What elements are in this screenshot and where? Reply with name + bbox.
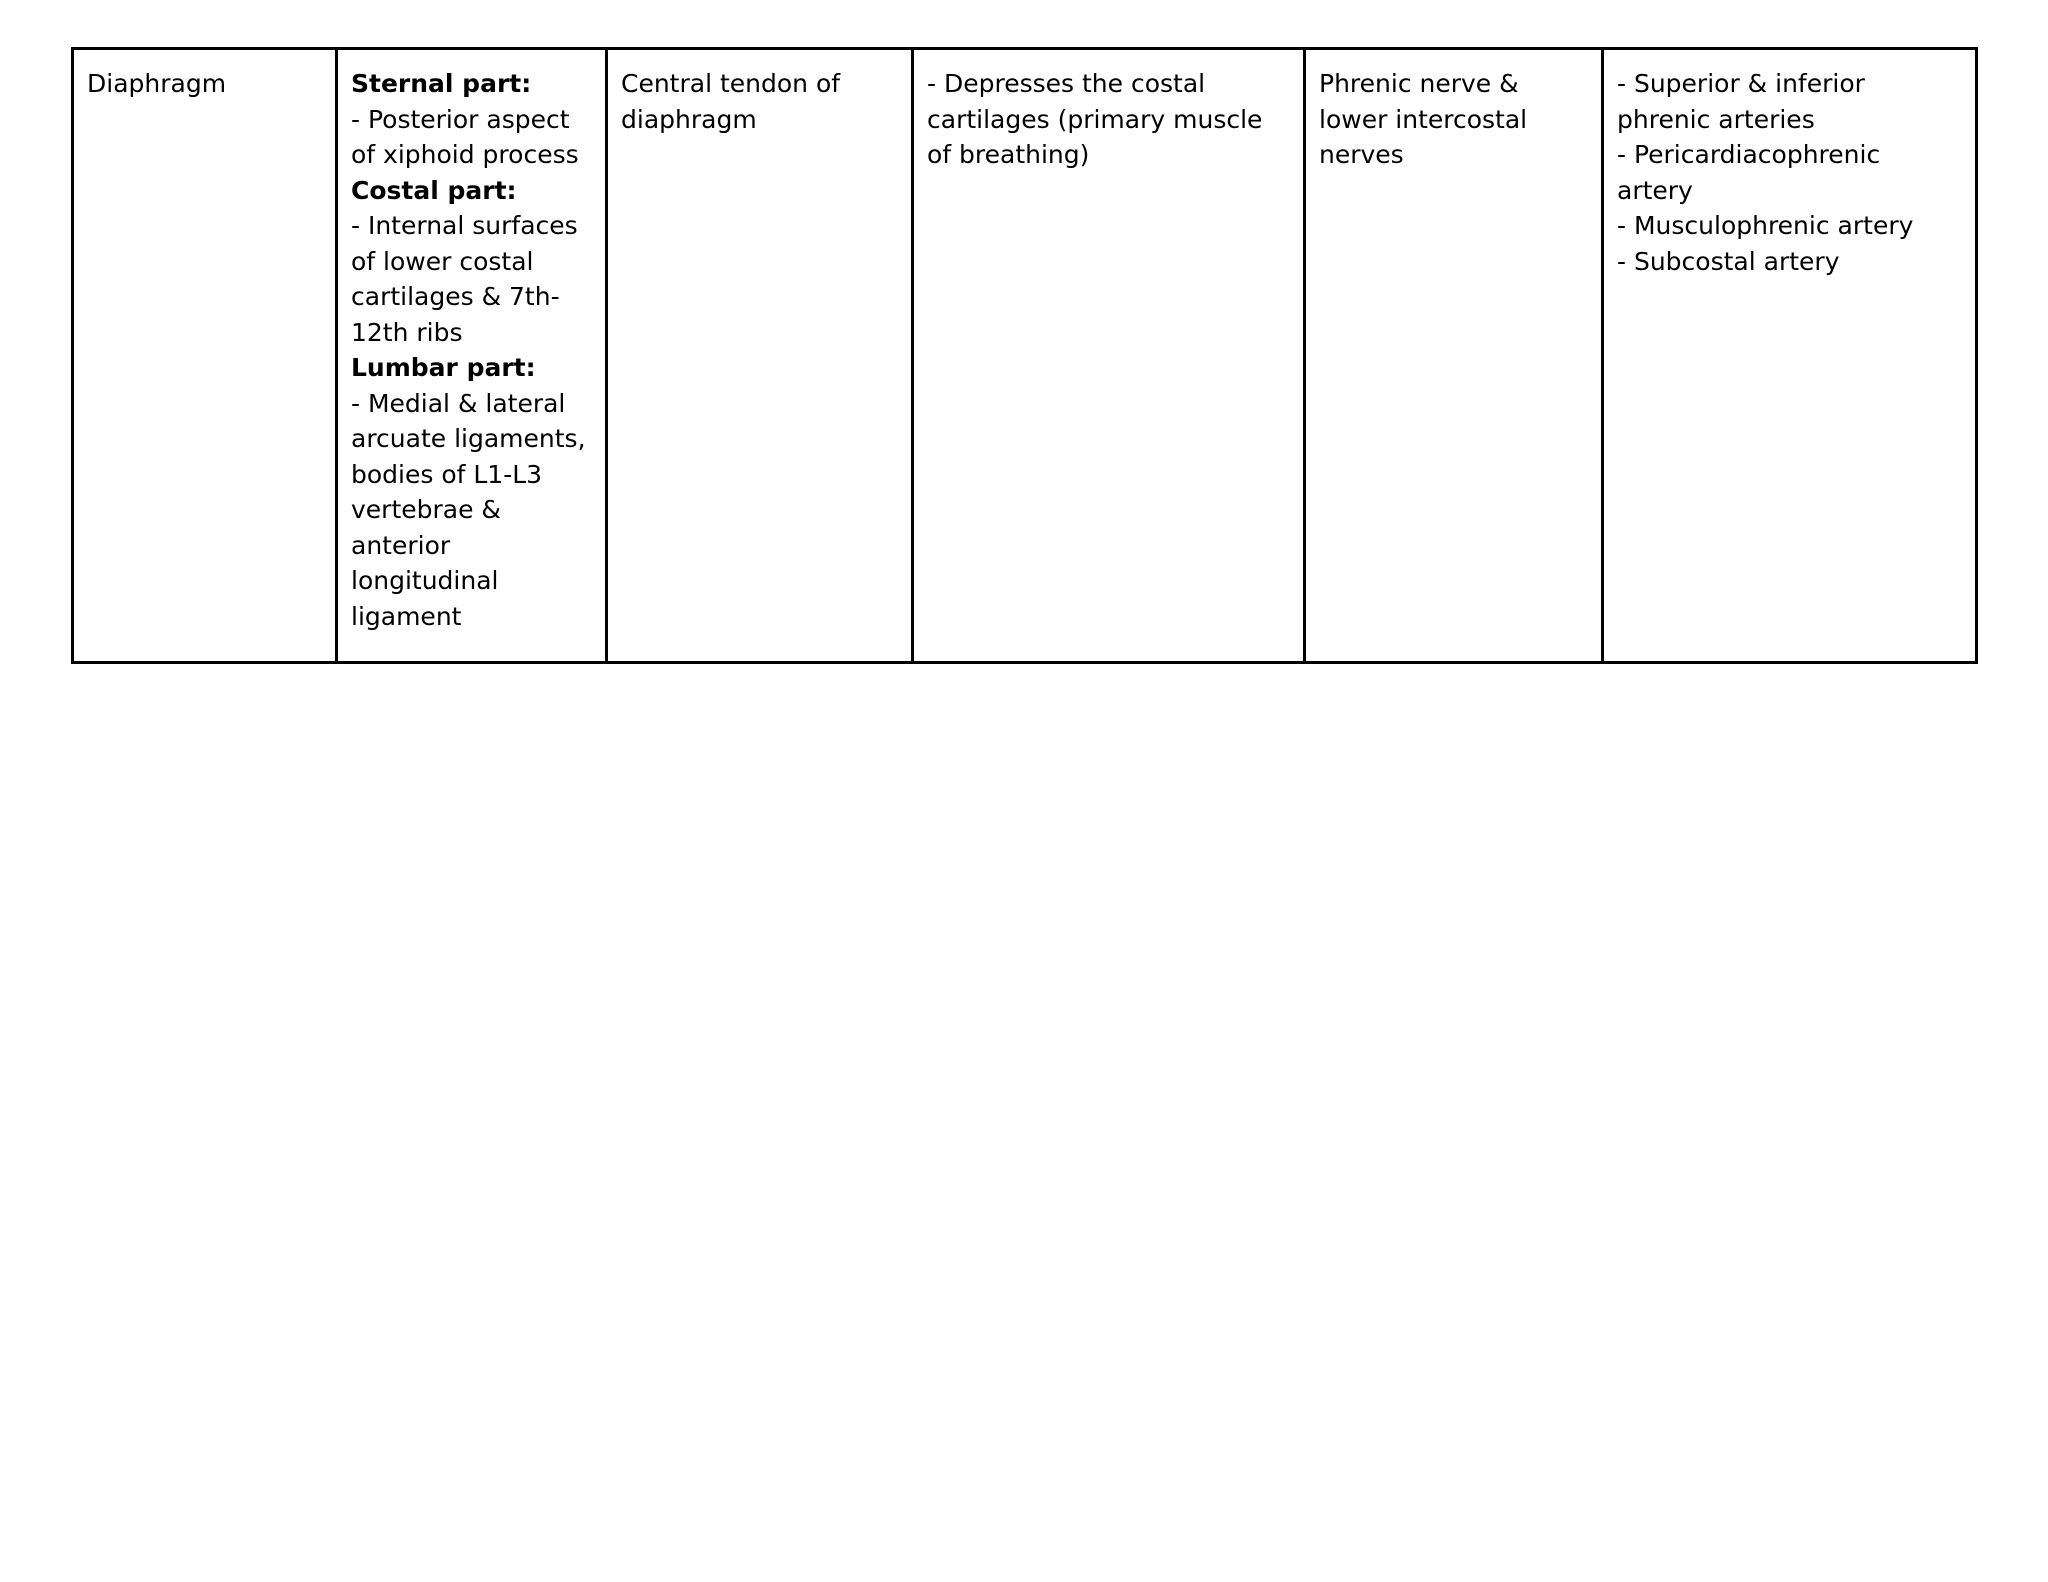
- innervation-text: Phrenic nerve & lower intercostal nerves: [1319, 69, 1528, 169]
- innervation-cell: [1305, 49, 1603, 663]
- blood-supply-item: - Superior & inferior phrenic arteries: [1617, 69, 1865, 134]
- action-cell: [913, 49, 1305, 663]
- blood-supply-item: - Subcostal artery: [1617, 246, 1840, 276]
- origin-lumbar-heading: Lumbar part:: [351, 353, 536, 382]
- insertion-text: Central tendon of diaphragm: [621, 69, 841, 134]
- action-text: - Depresses the costal cartilages (primary muscle of breathing): [927, 69, 1263, 169]
- insertion-cell: [607, 49, 913, 663]
- origin-sternal-text: - Posterior aspect of xiphoid process: [351, 104, 579, 169]
- muscle-name-cell: [73, 49, 337, 663]
- blood-supply-cell: [1603, 49, 1977, 663]
- table-row: [73, 49, 1977, 663]
- origin-costal-heading: Costal part:: [351, 175, 517, 205]
- origin-lumbar-text: - Medial & lateral arcuate ligaments, bodies of L1-L3 vertebrae & anterior longitudinal ligament: [351, 388, 586, 631]
- origin-cell: [337, 49, 607, 663]
- origin-costal-text: - Internal surfaces of lower costal cartilages & 7th-12th ribs: [351, 211, 578, 347]
- blood-supply-item: - Pericardiacophrenic artery: [1617, 140, 1881, 205]
- muscle-table: [71, 47, 1978, 664]
- blood-supply-item: - Musculophrenic artery: [1617, 211, 1914, 240]
- origin-sternal-heading: Sternal part:: [351, 69, 532, 98]
- muscle-name: Diaphragm: [87, 69, 227, 98]
